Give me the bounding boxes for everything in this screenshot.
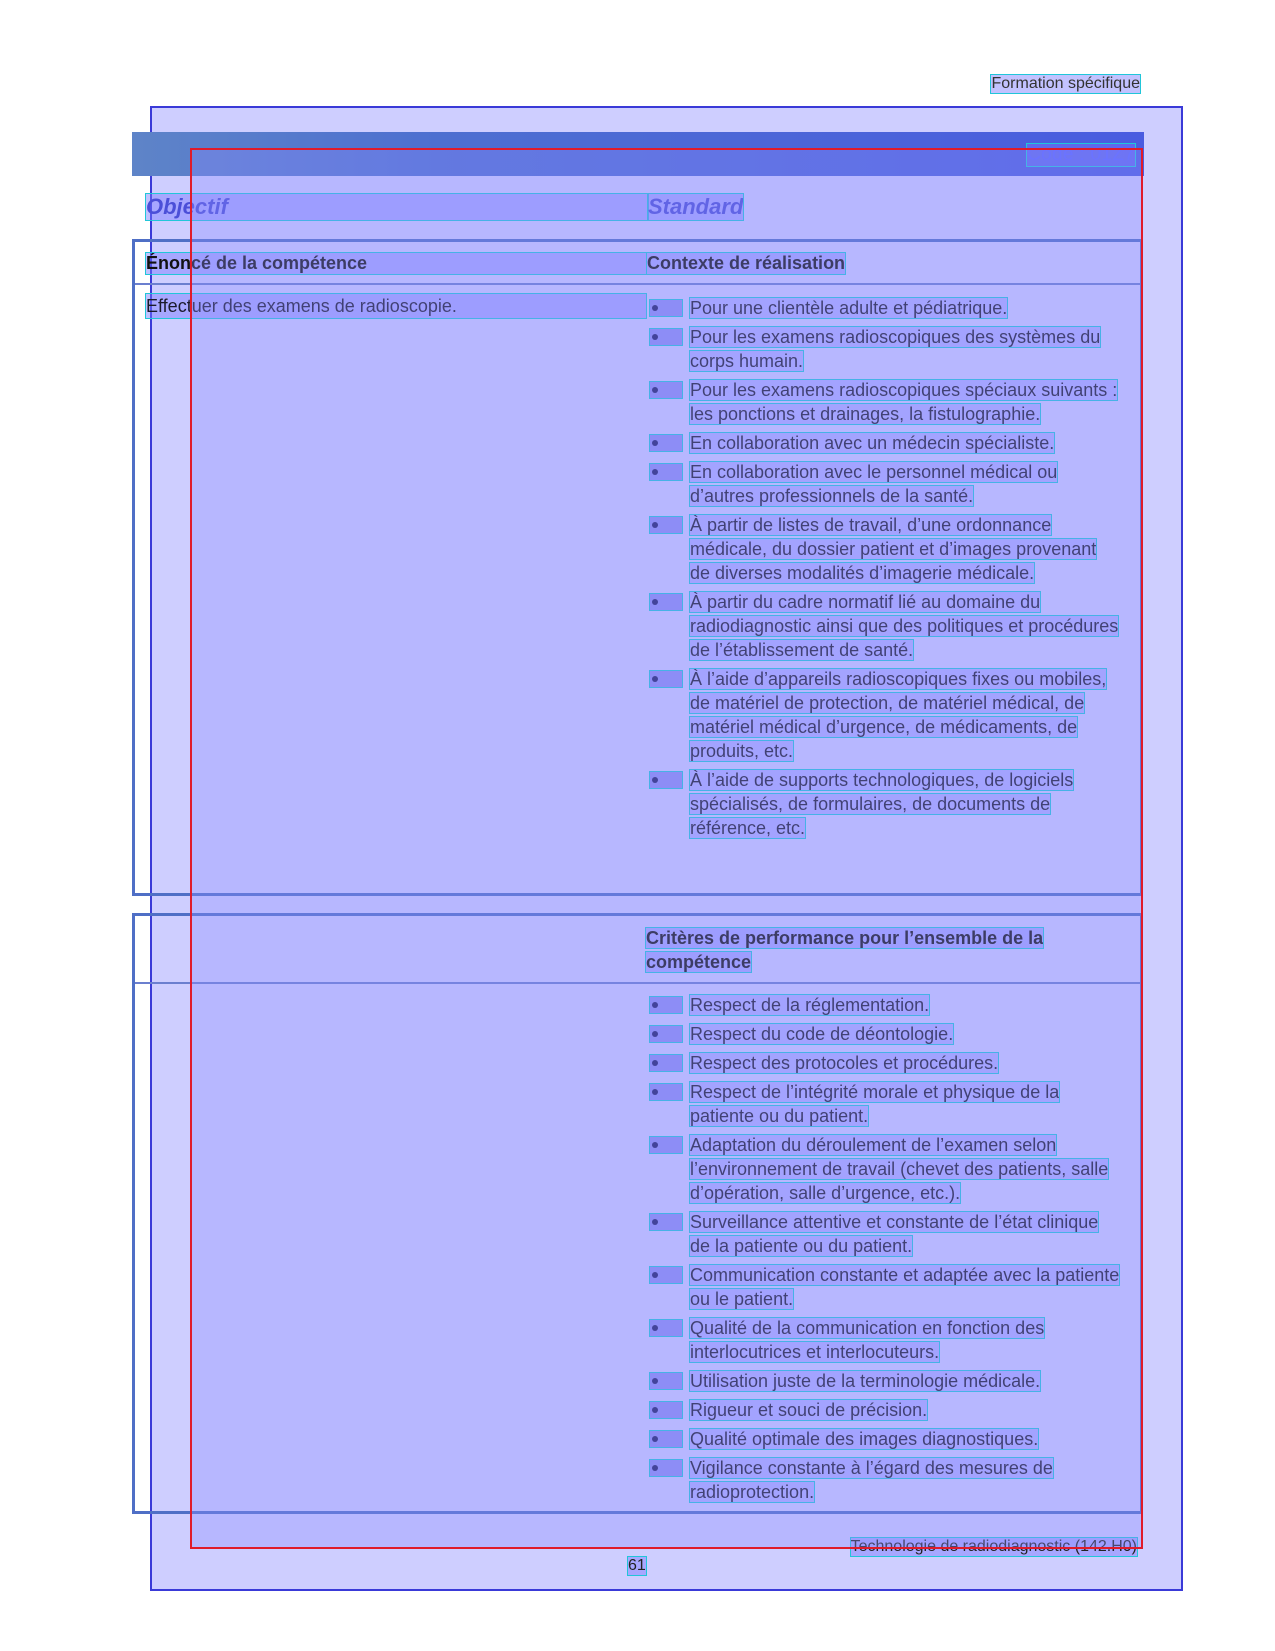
contexte-item-text: En collaboration avec le personnel médical ou d’autres professionnels de la santé. [690,462,1058,506]
critere-item-text: Adaptation du déroulement de l’examen selon l’environnement de travail (chevet des patients, salle d’opération, salle d’urgence, etc.). [690,1135,1109,1203]
contexte-item-text: À partir du cadre normatif lié au domaine du radiodiagnostic ainsi que des politiques et procédures de l’établissement de santé. [690,592,1119,660]
critere-item-text: Respect de l’intégrité morale et physique de la patiente ou du patient. [690,1082,1060,1126]
competence-code: Code : 01Z7 [1027,144,1135,165]
critere-item-text: Respect du code de déontologie. [690,1024,954,1044]
program-footer: Technologie de radiodiagnostic (142.H0) [850,1538,1137,1555]
contexte-header: Contexte de réalisation [647,253,846,273]
contexte-item-text: Pour les examens radioscopiques spéciaux suivants : les ponctions et drainages, la fistulographie. [690,380,1118,424]
standard-label: Standard [648,194,744,219]
contexte-item-text: À l’aide de supports technologiques, de logiciels spécialisés, de formulaires, de documents de référence, etc. [690,770,1074,838]
contexte-item-text: À partir de listes de travail, d’une ordonnance médicale, du dossier patient et d’images provenant de diverses modalités d’imagerie médicale. [690,515,1097,583]
enonce-header: Énoncé de la compétence [146,253,646,274]
contexte-item-text: À l’aide d’appareils radioscopiques fixes ou mobiles, de matériel de protection, de matériel médical, de matériel médical d’urgence, de médicaments, de produits, etc. [690,669,1107,761]
critere-item-text: Rigueur et souci de précision. [690,1400,928,1420]
contexte-item-text: Pour les examens radioscopiques des systèmes du corps humain. [690,327,1101,371]
selection-overlay [190,148,1143,1549]
page-number: 61 [628,1557,646,1574]
objectif-label: Objectif [146,194,648,220]
contexte-item-text: En collaboration avec un médecin spécialiste. [690,433,1055,453]
critere-item-text: Respect des protocoles et procédures. [690,1053,999,1073]
critere-item-text: Respect de la réglementation. [690,995,930,1015]
section-title: Formation spécifique [991,75,1140,92]
contexte-item-text: Pour une clientèle adulte et pédiatrique. [690,298,1008,318]
critere-item-text: Qualité optimale des images diagnostiques. [690,1429,1039,1449]
critere-item-text: Qualité de la communication en fonction des interlocutrices et interlocuteurs. [690,1318,1045,1362]
critere-item-text: Communication constante et adaptée avec la patiente ou le patient. [690,1265,1120,1309]
criteres-header-text: Critères de performance pour l’ensemble de la compétence [646,928,1044,972]
critere-item-text: Vigilance constante à l’égard des mesures de radioprotection. [690,1458,1053,1502]
critere-item-text: Surveillance attentive et constante de l’état clinique de la patiente ou du patient. [690,1212,1099,1256]
competence-statement: Effectuer des examens de radioscopie. [146,294,646,318]
critere-item-text: Utilisation juste de la terminologie médicale. [690,1371,1041,1391]
